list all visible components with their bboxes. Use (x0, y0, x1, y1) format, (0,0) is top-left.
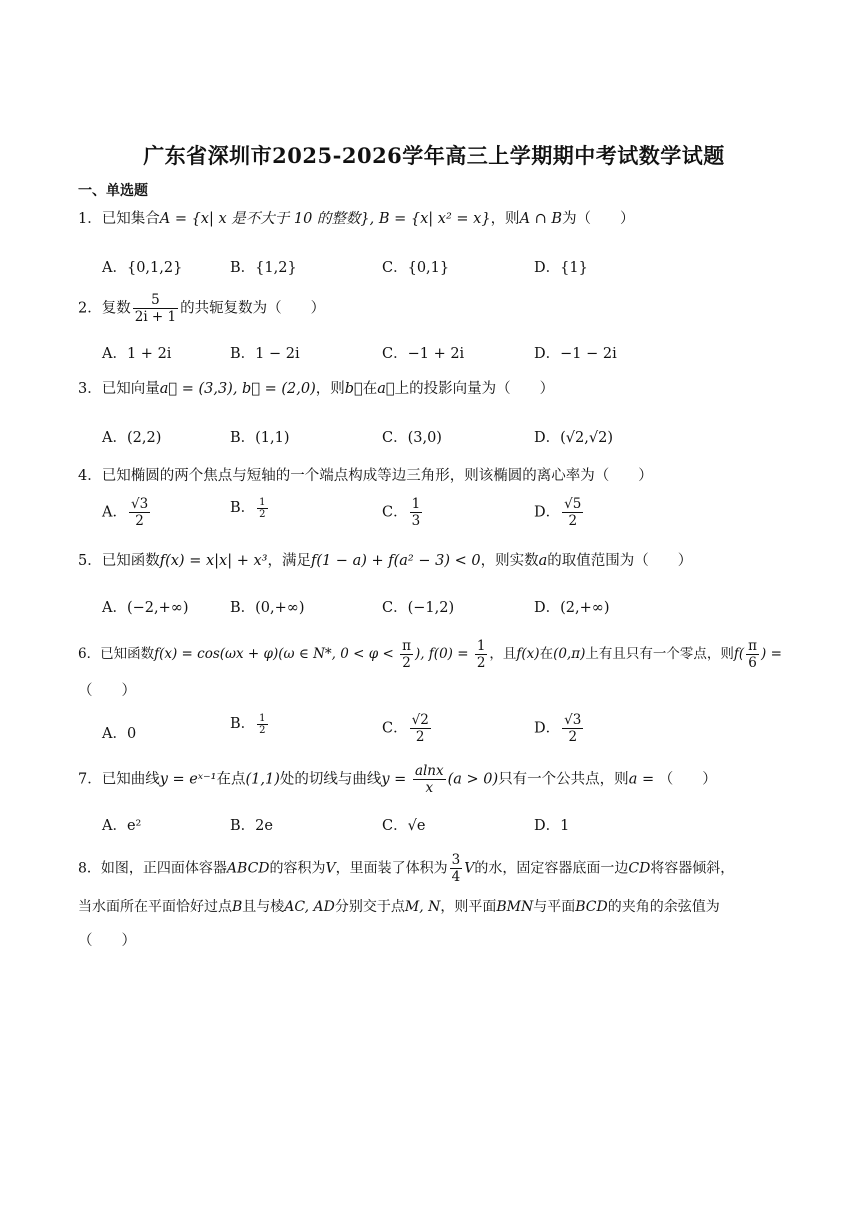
math-expression: ), f(0) = (414, 646, 473, 662)
math-expression: A = {x| x 是不大于 10 的整数}, B = {x| x² = x} (159, 211, 491, 227)
question-text: ，满足 (267, 553, 311, 569)
numerator: √5 (564, 496, 582, 512)
option-c: C．(3,0) (382, 430, 442, 446)
option-b (230, 712, 270, 736)
math-expression: AC, AD (284, 899, 335, 915)
option-b: B．{1,2} (230, 260, 297, 276)
fraction (562, 496, 583, 529)
question-text: 的容积为 (269, 860, 326, 877)
math-expression: f(1 − a) + f(a² − 3) < 0 (310, 553, 481, 569)
numerator: √3 (564, 712, 582, 728)
answer-bracket: （ ） (78, 933, 136, 949)
fraction (562, 712, 583, 745)
option-a: A．(2,2) (102, 430, 162, 446)
denominator: 3 (411, 513, 421, 529)
math-expression: CD (628, 860, 651, 877)
fraction (410, 712, 431, 745)
math-expression: (a > 0) (447, 771, 499, 788)
question-number: 8． (78, 860, 101, 877)
option-c (382, 712, 433, 745)
option-d (534, 712, 585, 745)
option-label: C． (382, 720, 408, 737)
answer-bracket: （ ） (78, 683, 136, 699)
option-b (230, 496, 270, 520)
math-expression: f(x) (516, 646, 540, 662)
question-text: ，则平面 (440, 899, 497, 915)
fraction (450, 852, 463, 885)
option-b: B．1 − 2i (230, 346, 300, 362)
math-expression: BMN (496, 899, 534, 915)
denominator: 2 (476, 655, 486, 671)
question-text: 已知函数 (101, 553, 160, 569)
question-1 (78, 208, 798, 230)
option-b: B．(1,1) (230, 430, 290, 446)
fraction (257, 713, 267, 736)
fraction (413, 763, 446, 796)
numerator: 1 (476, 638, 486, 654)
denominator: 2 (402, 655, 411, 671)
question-2 (78, 292, 798, 325)
option-a: A．{0,1,2} (102, 260, 183, 276)
option-d: D．1 (534, 818, 570, 834)
option-d: D．(2,+∞) (534, 600, 610, 616)
option-a: A．e² (102, 818, 142, 834)
math-expression: B (232, 899, 243, 915)
math-expression: a⃗ = (3,3), b⃗ = (2,0) (159, 381, 316, 397)
question-text: 在点 (216, 771, 246, 788)
math-expression: a (538, 553, 548, 569)
numerator: 1 (411, 496, 421, 512)
question-text: 的夹角的余弦值为 (607, 899, 720, 915)
option-d: D．{1} (534, 260, 588, 276)
option-label: D． (534, 720, 561, 737)
option-label: D． (534, 504, 561, 521)
fraction (746, 638, 759, 671)
question-text: 将容器倾斜， (650, 860, 735, 877)
question-text: ，且 (489, 646, 517, 662)
question-text: 已知椭圆的两个焦点与短轴的一个端点构成等边三角形，则该椭圆的离心率为（ ） (101, 468, 653, 484)
option-c: C．−1 + 2i (382, 346, 465, 362)
question-text: 上有且只有一个零点，则 (585, 646, 734, 662)
question-text: 在 (539, 646, 554, 662)
math-expression: f(x) = cos(ωx + φ)(ω ∈ N*, 0 < φ < (154, 646, 399, 662)
fraction (400, 638, 413, 671)
question-text: 已知向量 (101, 381, 160, 397)
question-number: 3． (78, 381, 102, 397)
numerator: 3 (451, 852, 461, 868)
question-text: 的共轭复数为（ ） (180, 300, 326, 317)
option-value: 0 (126, 726, 137, 742)
denominator: 4 (451, 869, 461, 885)
question-text: ，则 (315, 381, 345, 397)
question-8-line-2 (78, 896, 720, 918)
question-text: 如图，正四面体容器 (100, 860, 227, 877)
option-d: D．(√2,√2) (534, 430, 613, 446)
option-a (102, 722, 136, 743)
question-text: 当水面所在平面恰好过点 (78, 899, 232, 915)
denominator: 2 (415, 729, 425, 745)
page-title: 广东省深圳市2025-2026学年高三上学期期中考试数学试题 (143, 143, 725, 168)
question-text: 为（ ） (562, 211, 635, 227)
numerator: π (748, 638, 758, 654)
question-text: （ ） (658, 771, 717, 788)
option-label: A． (102, 504, 127, 521)
question-number: 2． (78, 300, 102, 317)
question-4 (78, 465, 798, 487)
question-text: 且与棱 (242, 899, 285, 915)
numerator: 1 (259, 496, 266, 508)
denominator: 2 (259, 724, 266, 736)
option-label: A． (102, 726, 127, 742)
question-5 (78, 550, 798, 572)
option-a (102, 496, 152, 529)
math-expression: (1,1) (245, 771, 280, 788)
question-text: 的水，固定容器底面一边 (474, 860, 629, 877)
question-text: 分别交于点 (334, 899, 405, 915)
question-text: 复数 (101, 300, 131, 317)
option-c (382, 496, 424, 529)
question-7 (78, 763, 798, 796)
math-expression: y = eˣ⁻¹ (159, 771, 217, 788)
math-expression: V (325, 860, 336, 877)
math-expression: f(x) = x|x| + x³ (159, 553, 268, 569)
numerator: √3 (130, 496, 149, 512)
option-label: B． (230, 500, 256, 516)
section-heading: 一、单选题 (78, 183, 148, 199)
question-text: 上的投影向量为（ ） (394, 381, 555, 397)
option-b: B．2e (230, 818, 273, 834)
question-text: 在 (362, 381, 378, 397)
question-3 (78, 378, 798, 400)
math-expression: A ∩ B (519, 211, 563, 227)
math-expression: f( (733, 646, 745, 662)
math-expression: V (464, 860, 475, 877)
option-label: C． (382, 504, 408, 521)
numerator: π (402, 638, 411, 654)
math-expression: ) = (761, 646, 782, 662)
math-expression: a⃗ (377, 381, 395, 397)
question-number: 6． (78, 646, 101, 662)
denominator: 2 (568, 513, 578, 529)
option-c: C．{0,1} (382, 260, 450, 276)
fraction (257, 497, 267, 520)
denominator: 6 (748, 655, 757, 671)
option-label: B． (230, 716, 256, 732)
option-a: A．(−2,+∞) (102, 600, 189, 616)
denominator: x (425, 780, 434, 796)
option-a: A．1 + 2i (102, 346, 172, 362)
question-text: 的取值范围为（ ） (547, 553, 693, 569)
denominator: 2 (135, 513, 144, 529)
question-number: 4． (78, 468, 102, 484)
option-d (534, 496, 585, 529)
math-expression: y = (381, 771, 411, 788)
fraction (133, 292, 178, 325)
question-text: 只有一个公共点，则 (498, 771, 629, 788)
numerator: 5 (133, 292, 178, 309)
question-8 (78, 852, 798, 885)
question-text: 已知函数 (100, 646, 155, 662)
question-text: 已知曲线 (101, 771, 160, 788)
math-expression: BCD (575, 899, 608, 915)
math-expression: b⃗ (344, 381, 363, 397)
question-text: ，则实数 (480, 553, 539, 569)
numerator: alnx (414, 763, 444, 779)
denominator: 2i + 1 (134, 309, 177, 325)
question-number: 7． (78, 771, 102, 788)
denominator: 2 (568, 729, 578, 745)
option-c: C．√e (382, 818, 426, 834)
math-expression: ABCD (226, 860, 270, 877)
question-text: ，则 (490, 211, 520, 227)
denominator: 2 (259, 508, 266, 520)
question-text: 处的切线与曲线 (279, 771, 382, 788)
math-expression: a = (628, 771, 659, 788)
question-number: 5． (78, 553, 102, 569)
fraction (129, 496, 150, 529)
option-b: B．(0,+∞) (230, 600, 305, 616)
question-6 (78, 638, 798, 671)
option-d: D．−1 − 2i (534, 346, 617, 362)
math-expression: M, N (404, 899, 441, 915)
question-text: ，里面装了体积为 (335, 860, 448, 877)
question-text: 已知集合 (101, 211, 160, 227)
fraction (475, 638, 488, 671)
fraction (410, 496, 423, 529)
question-text: 与平面 (533, 899, 576, 915)
numerator: 1 (259, 712, 266, 724)
numerator: √2 (411, 712, 429, 728)
question-number: 1． (78, 211, 102, 227)
option-c: C．(−1,2) (382, 600, 455, 616)
math-expression: (0,π) (553, 646, 586, 662)
